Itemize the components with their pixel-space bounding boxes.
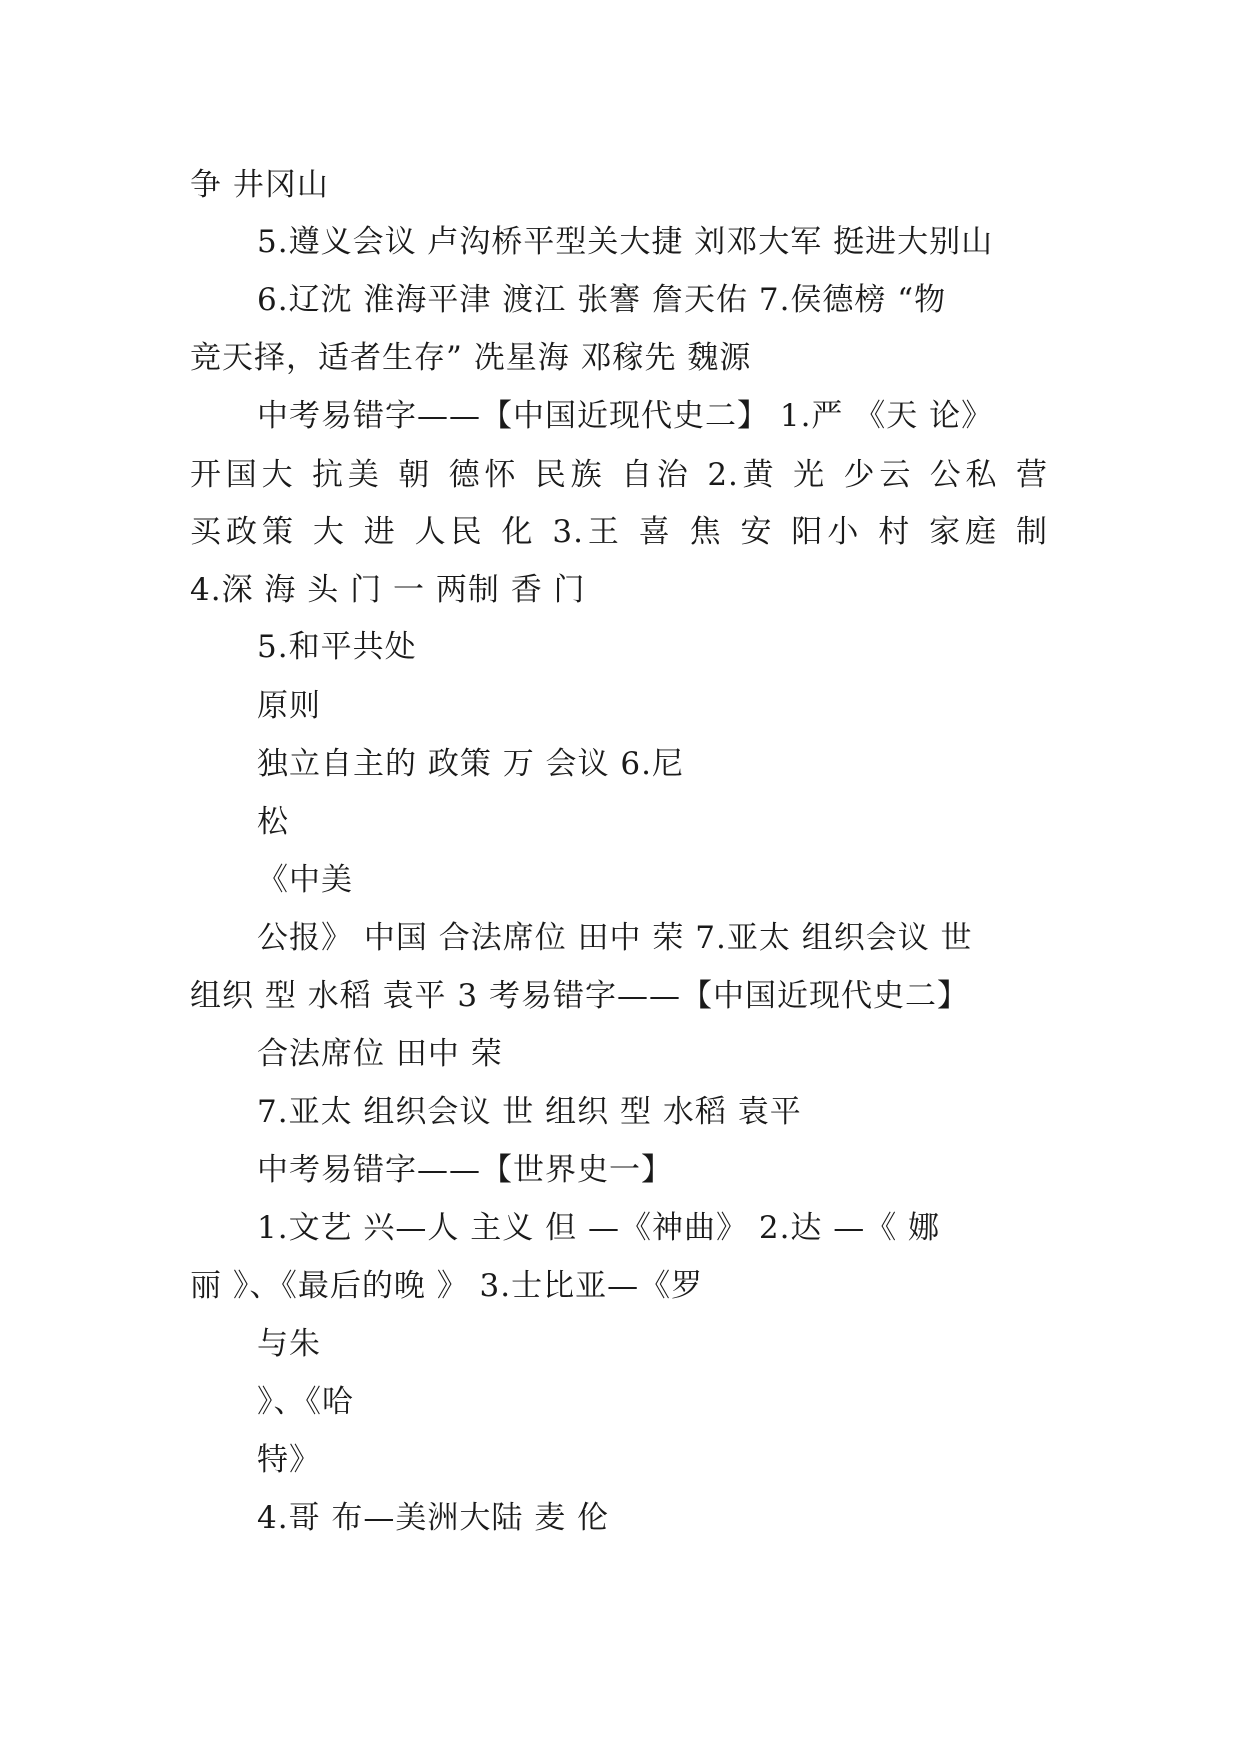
text-line: 1.文艺 兴—人 主义 但 —《神曲》 2.达 —《 娜: [257, 1210, 941, 1246]
text-line: 松: [257, 804, 289, 840]
text-line: 原则: [257, 688, 321, 724]
text-line: 与朱: [257, 1326, 321, 1362]
text-line: 4.深 海 头 门 一 两制 香 门: [190, 572, 586, 608]
text-line: 4.哥 布—美洲大陆 麦 伦: [257, 1500, 610, 1536]
text-line: 》、《哈: [257, 1384, 354, 1420]
section-heading: 中考易错字——【世界史一】: [257, 1152, 673, 1188]
text-line: 特》: [257, 1442, 321, 1478]
text-line: 7.亚太 组织会议 世 组织 型 水稻 袁平: [257, 1094, 802, 1130]
text-line: 争 井冈山: [190, 167, 329, 203]
text-line: 6.辽沈 淮海平津 渡江 张謇 詹天佑 7.侯德榜 “物: [257, 282, 947, 318]
section-heading: 中考易错字——【中国近现代史二】 1.严 《天 论》: [257, 398, 994, 434]
text-line: 5.和平共处: [257, 629, 417, 665]
text-line: 组织 型 水稻 袁平 3 考易错字——【中国近现代史二】: [190, 978, 969, 1014]
text-line: 买政策 大 进 人民 化 3.王 喜 焦 安 阳小 村 家庭 制: [190, 514, 1048, 550]
text-line: 独立自主的 政策 万 会议 6.尼: [257, 746, 684, 782]
text-line: 《中美: [257, 862, 353, 898]
text-line: 开国大 抗美 朝 德怀 民族 自治 2.黄 光 少云 公私 营: [190, 457, 1048, 493]
text-line: 公报》 中国 合法席位 田中 荣 7.亚太 组织会议 世: [257, 920, 973, 956]
text-line: 丽 》、《最后的晚 》 3.士比亚—《罗: [190, 1268, 704, 1304]
text-line: 5.遵义会议 卢沟桥平型关大捷 刘邓大军 挺进大别山: [257, 224, 994, 260]
text-line: 竞天择，适者生存” 冼星海 邓稼先 魏源: [190, 340, 752, 376]
text-line: 合法席位 田中 荣: [257, 1036, 503, 1072]
